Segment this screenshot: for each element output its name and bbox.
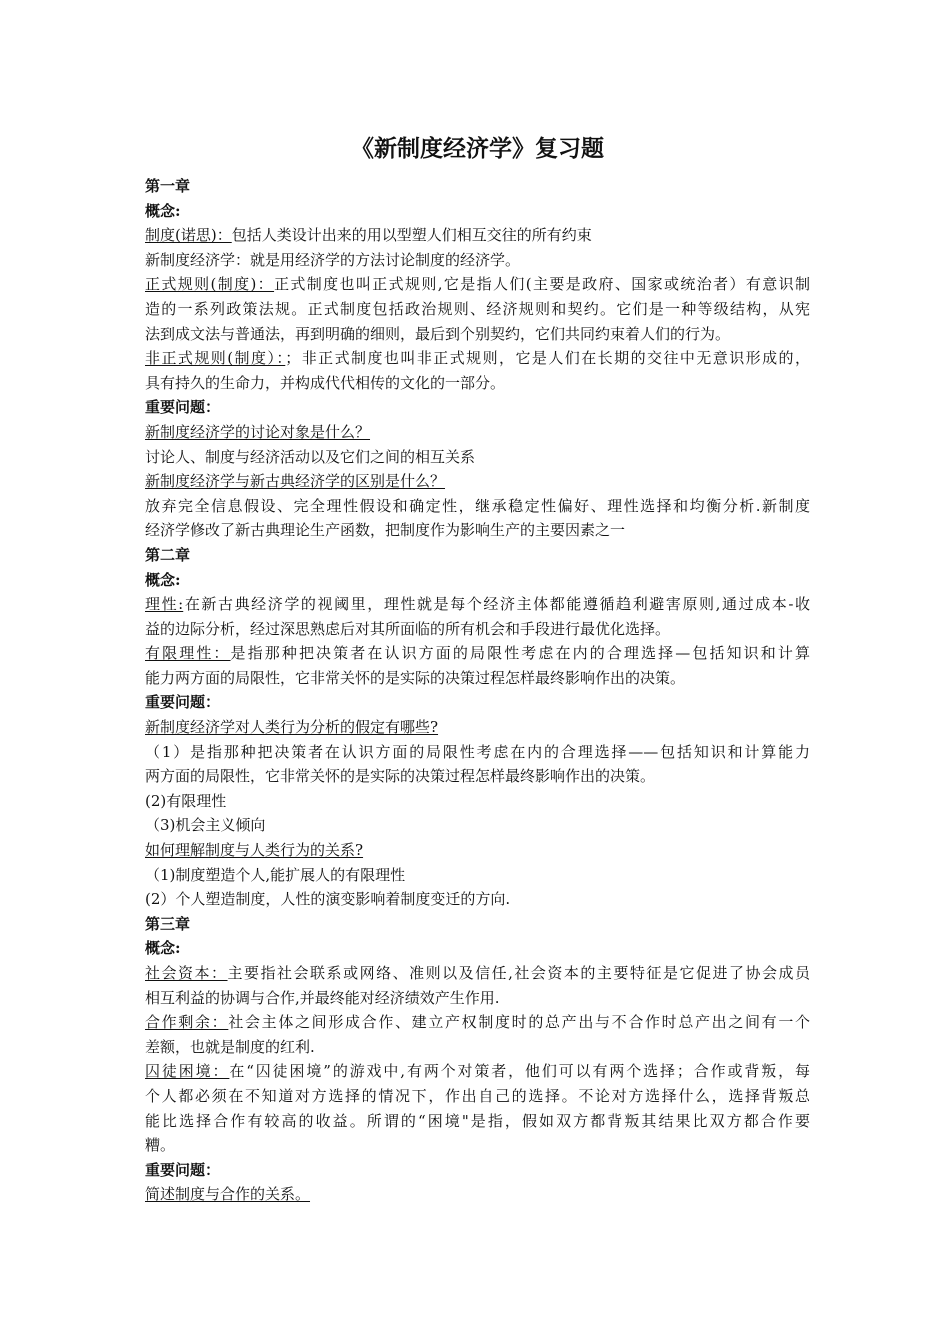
ch1-concept-institution: 制度(诺思)：包括人类设计出来的用以型塑人们相互交往的所有约束 [145, 226, 592, 245]
term-prisoners-dilemma: 囚徒困境： [145, 1062, 230, 1081]
ch3-questions-label: 重要问题： [145, 1160, 221, 1179]
ch2-questions-label: 重要问题： [145, 693, 221, 712]
ch2-concept-rationality: 理性:在新古典经济学的视阈里，理性就是每个经济主体都能遵循趋利避害原则,通过成本-收 益的边际分析，经过深思熟虑后对其所面临的所有机会和手段进行最优化选择。 [145, 595, 810, 638]
ch3-concept-cooperative-surplus: 合作剩余：社会主体之间形成合作、建立产权制度时的总产出与不合作时总产出之间有一个 差额，也就是制度的红利. [145, 1013, 810, 1056]
chapter-1-heading: 第一章 [145, 177, 191, 195]
chapter-2-heading: 第二章 [145, 545, 191, 564]
ch1-answer-2: 放弃完全信息假设、完全理性假设和确定性，继承稳定性偏好、理性选择和均衡分析.新制度 经济学修改了新古典理论生产函数，把制度作为影响生产的主要因素之一 [145, 496, 810, 540]
term-institution: 制度(诺思)： [145, 226, 232, 245]
ch1-concept-informal-rules: 非正式规则(制度）：；非正式制度也叫非正式规则，它是人们在长期的交往中无意识形成的， 具有持久的生命力，并构成代代相传的文化的一部分。 [145, 349, 810, 392]
ch2-concepts-label: 概念: [145, 570, 181, 589]
term-informal-rules: 非正式规则(制度）： [145, 349, 286, 368]
ch1-question-2: 新制度经济学与新古典经济学的区别是什么？ [145, 472, 446, 491]
ch1-questions-label: 重要问题： [145, 398, 221, 417]
ch2-question-2: 如何理解制度与人类行为的关系? [145, 841, 364, 860]
ch2-concept-bounded-rationality: 有限理性：是指那种把决策者在认识方面的局限性考虑在内的合理选择—包括知识和计算 能力两方面的局限性，它非常关怀的是实际的决策过程怎样最终影响作出的决策。 [145, 644, 810, 687]
document-page [145, 132, 810, 1207]
ch2-answer-2: （1)制度塑造个人,能扩展人的有限理性 (2）个人塑造制度，人性的演变影响着制度变迁的方向. [145, 865, 511, 909]
ch2-question-1: 新制度经济学对人类行为分析的假定有哪些? [145, 718, 439, 737]
ch3-concepts-label: 概念: [145, 939, 181, 958]
term-social-capital: 社会资本： [145, 964, 228, 982]
ch3-question-1: 简述制度与合作的关系。 [145, 1185, 311, 1204]
term-rationality: 理性: [145, 595, 184, 614]
ch1-concepts-label: 概念: [145, 201, 181, 220]
ch2-answer-1: （1）是指那种把决策者在认识方面的局限性考虑在内的合理选择——包括知识和计算能力 两方面的局限性，它非常关怀的是实际的决策过程怎样最终影响作出的决策。 (2)有限理性 （3)机会主义倾向 [145, 742, 810, 835]
ch3-concept-social-capital: 社会资本：主要指社会联系或网络、准则以及信任,社会资本的主要特征是它促进了协会成员 相互利益的协调与合作,并最终能对经济绩效产生作用. [145, 964, 810, 1007]
ch1-concept-formal-rules: 正式规则(制度)：正式制度也叫正式规则,它是指人们(主要是政府、国家或统治者）有意识制 造的一系列政策法规。正式制度包括政治规则、经济规则和契约。它们是一种等级结构，从宪 法到成文法与普通法，再到明确的细则，最后到个别契约，它们共同约束着人们的行为。 [145, 275, 810, 343]
chapter-3-heading: 第三章 [145, 914, 191, 933]
ch1-question-1: 新制度经济学的讨论对象是什么？ [145, 422, 371, 441]
document-title: 《新制度经济学》复习题 [351, 135, 604, 162]
term-formal-rules: 正式规则(制度)： [145, 275, 275, 294]
ch3-concept-prisoners-dilemma: 囚徒困境：在“囚徒困境”的游戏中,有两个对策者，他们可以有两个选择；合作或背叛，每 个人都必须在不知道对方选择的情况下，作出自己的选择。不论对方选择什么，选择背叛总 能比选择合作有较高的收益。所谓的“困境"是指，假如双方都背叛其结果比双方都合作要 糟。 [145, 1062, 810, 1155]
term-cooperative-surplus: 合作剩余： [145, 1013, 229, 1032]
ch1-answer-1: 讨论人、制度与经济活动以及它们之间的相互关系 [145, 447, 476, 466]
term-bounded-rationality: 有限理性： [145, 644, 231, 663]
ch1-concept-nie: 新制度经济学：就是用经济学的方法讨论制度的经济学。 [145, 250, 521, 269]
